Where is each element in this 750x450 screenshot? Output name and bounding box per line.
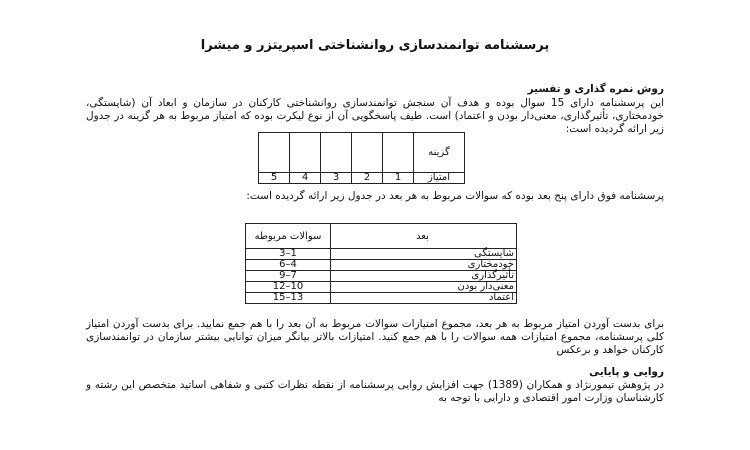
option-cell bbox=[352, 133, 383, 173]
dimension-name: شایستگی bbox=[331, 249, 517, 260]
score-cell: 1 bbox=[383, 173, 414, 184]
option-cell bbox=[321, 133, 352, 173]
option-label-cell: گزینه bbox=[414, 133, 465, 173]
score-cell: 5 bbox=[259, 173, 290, 184]
document-title: پرسشنامه توانمندسازی روانشناختی اسپریتزر و میشرا bbox=[200, 38, 550, 53]
scoring-paragraph: این پرسشنامه دارای 15 سوال بوده و هدف آن سنجش توانمندسازی روانشناختی کارکنان در سازمان و ابعاد آن (شایستگی، خودمختاری، تأثیرگذاری، معنی‌دار بودن و اعتماد) است. طیف پاسخگویی آن از نوع لیکرت بوده که امتیاز مربوط به هر گزینه در جدول زیر ارائه گردیده است: bbox=[86, 97, 664, 135]
option-cell bbox=[259, 133, 290, 173]
question-range: 7–9 bbox=[246, 271, 331, 282]
score-cell: 3 bbox=[321, 173, 352, 184]
table-row bbox=[246, 260, 517, 271]
dimension-name: خودمختاری bbox=[331, 260, 517, 271]
table-row bbox=[246, 271, 517, 282]
questions-header: سوالات مربوطه bbox=[246, 224, 331, 249]
dimension-name: معنی‌دار بودن bbox=[331, 282, 517, 293]
dimension-name: تأثیرگذاری bbox=[331, 271, 517, 282]
table-row bbox=[246, 282, 517, 293]
option-cell bbox=[383, 133, 414, 173]
table-row bbox=[246, 249, 517, 260]
question-range: 13–15 bbox=[246, 293, 331, 304]
score-label-cell: امتیاز bbox=[414, 173, 465, 184]
likert-scale-table bbox=[258, 132, 465, 184]
dimensions-intro: پرسشنامه فوق دارای پنج بعد بوده که سوالات مربوط به هر بعد در جدول زیر ارائه گردیده است: bbox=[246, 190, 664, 202]
score-cell: 2 bbox=[352, 173, 383, 184]
question-range: 4–6 bbox=[246, 260, 331, 271]
question-range: 10–12 bbox=[246, 282, 331, 293]
score-cell: 4 bbox=[290, 173, 321, 184]
interpretation-paragraph: برای بدست آوردن امتیاز مربوط به هر بعد، مجموع امتیازات سوالات مربوط به آن بعد را با هم جمع نمایید. برای بدست آوردن امتیاز کلی پرسشنامه، مجموع امتیازات همه سوالات را با هم جمع کنید. امتیازات بالاتر بیانگر میزان توانایی بیشتر سازمان در توانمندسازی کارکنان خواهد و برعکس bbox=[86, 318, 664, 356]
scoring-heading: روش نمره گذاری و تفسیر bbox=[527, 83, 664, 95]
dimension-name: اعتماد bbox=[331, 293, 517, 304]
table-row bbox=[246, 293, 517, 304]
question-range: 1–3 bbox=[246, 249, 331, 260]
dimensions-table bbox=[245, 223, 517, 304]
validity-paragraph: در پژوهش تیمورنژاد و همکاران (1389) جهت افزایش روایی پرسشنامه از نقطه نظرات کتبی و شفاهی اساتید متخصص این رشته و کارشناسان وزارت امور اقتصادی و دارایی با توجه به bbox=[86, 379, 664, 404]
dimension-header: بعد bbox=[331, 224, 517, 249]
option-cell bbox=[290, 133, 321, 173]
validity-heading: روایی و پایایی bbox=[589, 366, 664, 378]
